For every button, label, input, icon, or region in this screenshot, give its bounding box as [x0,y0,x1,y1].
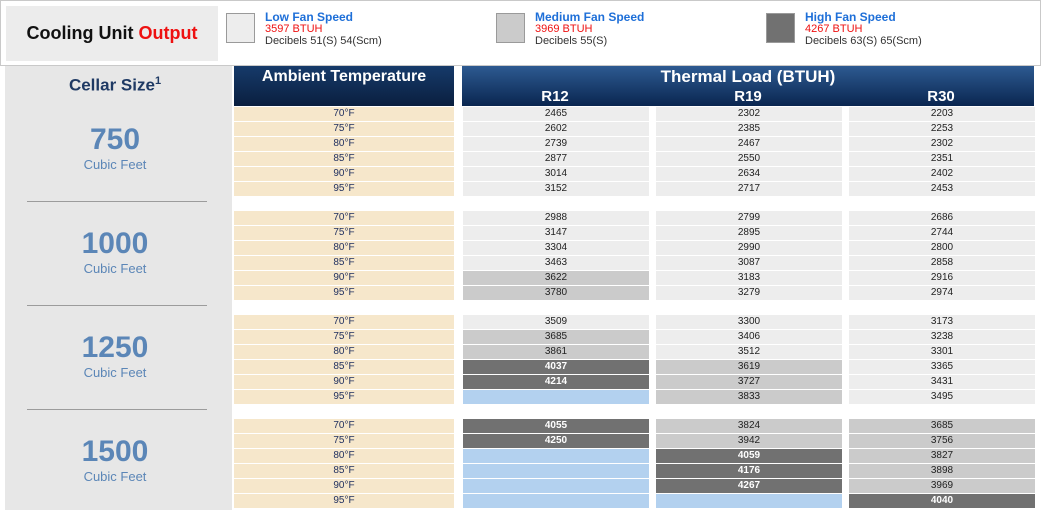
cellar-size-column [5,66,232,510]
ambient-temp-cell: 80°F [234,345,454,359]
ambient-temp-cell: 70°F [234,211,454,225]
thermal-load-cell-r30: 3898 [849,464,1035,478]
thermal-load-cell-r12: 4037 [463,360,649,374]
size-1000 [5,227,225,276]
thermal-load-cell-r19: 3833 [656,390,842,404]
thermal-load-cell-r30: 2744 [849,226,1035,240]
title-part2: Output [138,23,198,43]
thermal-load-cell-r12: 3780 [463,286,649,300]
thermal-load-cell-r30: 2253 [849,122,1035,136]
thermal-load-cell-r19: 4267 [656,479,842,493]
ambient-temp-cell: 70°F [234,315,454,329]
size-unit: Cubic Feet [83,261,147,276]
thermal-load-cell-r12: 2465 [463,107,649,121]
ambient-temp-cell: 90°F [234,479,454,493]
thermal-load-cell-r30: 2686 [849,211,1035,225]
ambient-temp-cell: 95°F [234,286,454,300]
ambient-temp-cell: 75°F [234,330,454,344]
medium-fan-label: Medium Fan Speed [535,10,645,24]
thermal-load-cell-r12: 3685 [463,330,649,344]
r12-header: R12 [541,88,569,105]
thermal-load-cell-r30: 2858 [849,256,1035,270]
ambient-temp-cell: 75°F [234,226,454,240]
ambient-temperature-header: Ambient Temperature [234,66,454,106]
thermal-load-cell-r12: 3304 [463,241,649,255]
ambient-temp-cell: 85°F [234,256,454,270]
r19-header: R19 [734,88,762,105]
thermal-load-cell-r19: 4059 [656,449,842,463]
divider [27,305,207,306]
medium-fan-btuh: 3969 BTUH [535,23,593,35]
size-unit: Cubic Feet [83,469,147,484]
thermal-load-cell-r12: 2739 [463,137,649,151]
cellar-size-heading [5,75,225,96]
divider [27,201,207,202]
thermal-load-cell-r12: 4055 [463,419,649,433]
legend-medium-fan [496,11,746,59]
thermal-load-cell-r19: 3512 [656,345,842,359]
thermal-load-cell-r19: 3727 [656,375,842,389]
ambient-temp-cell: 95°F [234,494,454,508]
thermal-load-cell-r12: 4214 [463,375,649,389]
thermal-load-cell-r30: 2203 [849,107,1035,121]
thermal-load-cell-r12: 3014 [463,167,649,181]
thermal-load-cell-r30: 3827 [849,449,1035,463]
r30-header: R30 [927,88,955,105]
thermal-load-cell-r12 [463,464,649,478]
thermal-load-cell-r30: 3173 [849,315,1035,329]
ambient-temp-cell: 85°F [234,152,454,166]
thermal-load-cell-r30: 2453 [849,182,1035,196]
size-number: 750 [89,123,141,156]
legend-high-fan [766,11,1016,59]
thermal-load-cell-r19: 2302 [656,107,842,121]
high-fan-decibels: Decibels 63(S) 65(Scm) [805,35,922,47]
thermal-load-cell-r12 [463,494,649,508]
ambient-temp-cell: 70°F [234,107,454,121]
thermal-load-cell-r12: 3861 [463,345,649,359]
size-number: 1000 [81,227,149,260]
size-unit: Cubic Feet [83,365,147,380]
thermal-load-cell-r30: 3495 [849,390,1035,404]
thermal-load-cell-r12: 2877 [463,152,649,166]
low-fan-btuh: 3597 BTUH [265,23,323,35]
thermal-load-cell-r30: 3365 [849,360,1035,374]
thermal-load-cell-r19: 3406 [656,330,842,344]
thermal-load-cell-r19: 3824 [656,419,842,433]
thermal-load-cell-r19: 2634 [656,167,842,181]
thermal-load-cell-r30: 3685 [849,419,1035,433]
high-fan-btuh: 4267 BTUH [805,23,863,35]
ambient-temp-cell: 80°F [234,241,454,255]
thermal-load-cell-r19: 3087 [656,256,842,270]
low-fan-swatch [226,13,255,43]
thermal-load-cell-r19: 3279 [656,286,842,300]
thermal-load-title: Thermal Load (BTUH) [660,67,836,86]
thermal-load-cell-r12: 2988 [463,211,649,225]
ambient-temp-cell: 75°F [234,122,454,136]
ambient-temp-cell: 70°F [234,419,454,433]
size-1250 [5,331,225,380]
ambient-temp-cell: 80°F [234,449,454,463]
title-part1: Cooling Unit [26,23,134,43]
thermal-load-cell-r19: 2467 [656,137,842,151]
cellar-size-label: Cellar Size [68,75,155,95]
thermal-load-cell-r19 [656,494,842,508]
thermal-load-cell-r12: 3463 [463,256,649,270]
ambient-temp-cell: 80°F [234,137,454,151]
header-bar [0,0,1041,66]
thermal-load-cell-r12: 3147 [463,226,649,240]
thermal-load-cell-r12: 4250 [463,434,649,448]
thermal-load-cell-r12 [463,390,649,404]
thermal-load-cell-r12: 3152 [463,182,649,196]
thermal-load-header [462,66,1034,106]
thermal-load-cell-r30: 4040 [849,494,1035,508]
thermal-load-cell-r30: 2800 [849,241,1035,255]
thermal-load-cell-r12 [463,449,649,463]
thermal-load-cell-r30: 2302 [849,137,1035,151]
thermal-load-cell-r12 [463,479,649,493]
low-fan-decibels: Decibels 51(S) 54(Scm) [265,35,382,47]
thermal-load-cell-r30: 2351 [849,152,1035,166]
thermal-load-cell-r19: 3300 [656,315,842,329]
thermal-load-cell-r30: 3431 [849,375,1035,389]
thermal-load-cell-r12: 3509 [463,315,649,329]
page-title [6,6,218,61]
ambient-temp-cell: 90°F [234,167,454,181]
thermal-load-cell-r19: 3942 [656,434,842,448]
thermal-load-cell-r19: 2717 [656,182,842,196]
high-fan-swatch [766,13,795,43]
divider [27,409,207,410]
ambient-temp-cell: 95°F [234,390,454,404]
ambient-temp-cell: 95°F [234,182,454,196]
thermal-load-cell-r30: 3756 [849,434,1035,448]
thermal-load-cell-r12: 2602 [463,122,649,136]
thermal-load-cell-r19: 2550 [656,152,842,166]
medium-fan-decibels: Decibels 55(S) [535,35,608,47]
ambient-temp-cell: 90°F [234,271,454,285]
thermal-load-cell-r30: 3238 [849,330,1035,344]
size-750 [5,123,225,172]
size-number: 1250 [81,331,149,364]
thermal-load-cell-r19: 2799 [656,211,842,225]
ambient-temp-cell: 75°F [234,434,454,448]
thermal-load-cell-r19: 3183 [656,271,842,285]
size-1500 [5,435,225,484]
ambient-temp-cell: 90°F [234,375,454,389]
ambient-temp-cell: 85°F [234,360,454,374]
thermal-load-cell-r30: 3301 [849,345,1035,359]
thermal-load-cell-r12: 3622 [463,271,649,285]
thermal-load-cell-r19: 2990 [656,241,842,255]
thermal-load-cell-r30: 2402 [849,167,1035,181]
thermal-load-cell-r19: 3619 [656,360,842,374]
high-fan-label: High Fan Speed [805,10,896,24]
thermal-load-cell-r19: 4176 [656,464,842,478]
footnote-marker: 1 [154,75,162,87]
size-unit: Cubic Feet [83,157,147,172]
thermal-load-cell-r19: 2895 [656,226,842,240]
thermal-load-cell-r30: 2916 [849,271,1035,285]
thermal-load-cell-r30: 2974 [849,286,1035,300]
ambient-temp-cell: 85°F [234,464,454,478]
legend-low-fan [226,11,476,59]
low-fan-label: Low Fan Speed [265,10,354,24]
thermal-load-cell-r19: 2385 [656,122,842,136]
size-number: 1500 [81,435,149,468]
thermal-load-cell-r30: 3969 [849,479,1035,493]
medium-fan-swatch [496,13,525,43]
